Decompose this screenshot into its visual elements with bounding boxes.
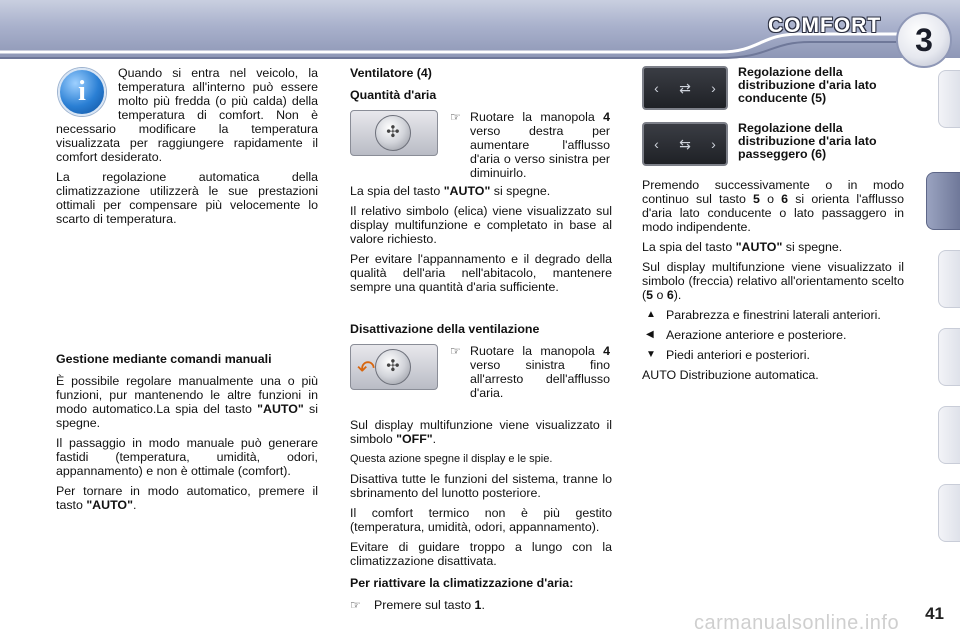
chevron-right-icon: › [711,136,716,152]
passenger-distribution-row [642,122,904,172]
chapter-tab-active[interactable] [926,172,960,230]
fogging-warning-text: Per evitare l'appannamento e il degrado della qualità dell'aria nell'abitacolo, mantenere sempre una quantità d'aria sufficiente. [350,252,612,294]
disable-functions-text: Disattiva tutte le funzioni del sistema, tranne lo sbrinamento del lunotto posteriore. [350,472,612,500]
page-number: 41 [925,604,944,623]
manual-controls-heading: Gestione mediante comandi manuali [56,352,272,366]
auto-regulation-paragraph: La regolazione automatica della climatizzazione utilizzerà le sue prestazioni ottimali per compensare più velocemente lo scarto di temperatura. [56,170,318,226]
chevron-left-icon: ‹ [654,80,659,96]
auto-light-off-text: La spia del tasto "AUTO" si spegne. [642,240,843,254]
auto-light-off-text: La spia del tasto "AUTO" si spegne. [350,184,551,198]
air-quantity-instruction: Ruotare la manopola 4 verso destra per aumentare l'afflusso d'aria o verso sinistra per diminuirlo. [470,110,610,180]
column-middle [350,66,612,612]
fan-knob-illustration [350,110,438,156]
passenger-distribution-button-illustration [642,122,728,166]
fan-heading: Ventilatore (4) [350,66,432,80]
arrow-left-icon: ◀ [646,329,654,340]
chapter-tab[interactable] [938,484,960,542]
column-right [642,66,904,388]
intro-paragraph: Quando si entra nel veicolo, la temperatura all'interno può essere molto più fredda (o più calda) della temperatura di comfort. Non è necessario modificare la temperatura visualizzata per raggiungere rapidamente il comfort desiderato. [56,66,318,164]
off-symbol-text: Sul display multifunzione viene visualizzato il simbolo "OFF". [350,418,612,446]
pointing-hand-icon: ☞ [350,598,361,612]
list-item: ▼ Piedi anteriori e posteriori. [642,348,904,362]
avoid-driving-text: Evitare di guidare troppo a lungo con la climatizzazione disattivata. [350,540,612,568]
arrow-symbol-text: Sul display multifunzione viene visualizzato il simbolo (freccia) relativo all'orientamento scelto (5 o 6). [642,260,904,302]
driver-distribution-row [642,66,904,116]
reactivate-step: ☞ Premere sul tasto 1. [350,598,485,612]
arrow-down-icon: ▼ [646,349,656,360]
manual-paragraph-3: Per tornare in modo automatico, premere il tasto "AUTO". [56,484,318,512]
chapter-tab[interactable] [938,250,960,308]
propeller-symbol-text: Il relativo simbolo (elica) viene visualizzato sul display multifunzione e completato in base al valore richiesto. [350,204,612,246]
chapter-tab[interactable] [938,70,960,128]
disable-knob-step [350,344,612,410]
list-item: ▲ Parabrezza e finestrini laterali anteriori. [642,308,904,322]
column-left [56,66,318,518]
fan-knob-step [350,110,612,180]
display-off-text: Questa azione spegne il display e le spie. [350,453,553,465]
section-title: COMFORT [768,14,882,37]
disable-instruction: Ruotare la manopola 4 verso sinistra fino all'arresto dell'afflusso d'aria. [470,344,610,400]
driver-distribution-button-illustration [642,66,728,110]
chevron-right-icon: › [711,80,716,96]
pointing-hand-icon: ☞ [450,110,461,124]
seat-airflow-icon: ⇄ [679,80,691,96]
driver-distribution-label: Regolazione della distribuzione d'aria lato conducente (5) [738,65,877,105]
arrow-up-icon: ▲ [646,309,656,320]
chapter-tab-strip [928,70,960,570]
reactivate-heading: Per riattivare la climatizzazione d'aria: [350,576,574,590]
comfort-not-managed-text: Il comfort termico non è più gestito (temperatura, umidità, odori, appannamento). [350,506,612,534]
manual-paragraph-1: È possibile regolare manualmente una o più funzioni, pur mantenendo le altre funzioni in modo automatico.La spia del tasto "AUTO" si spegne. [56,374,318,430]
seat-airflow-icon: ⇆ [679,136,691,152]
chapter-tab[interactable] [938,328,960,386]
air-quantity-heading: Quantità d'aria [350,88,437,102]
auto-distribution-text: AUTO Distribuzione automatica. [642,368,819,382]
chevron-left-icon: ‹ [654,136,659,152]
manual-paragraph-2: Il passaggio in modo manuale può generare fastidi (temperatura, umidità, odori, appannamento) e non è ottimale (comfort). [56,436,318,478]
watermark-text: carmanualsonline.info [694,612,900,634]
fan-knob-off-illustration [350,344,438,390]
press-buttons-text: Premendo successivamente o in modo continuo sul tasto 5 o 6 si orienta l'afflusso d'aria lato conducente o lato passaggero in modo indipendente. [642,178,904,234]
disable-ventilation-heading: Disattivazione della ventilazione [350,322,540,336]
chapter-number-badge: 3 [896,12,952,68]
passenger-distribution-label: Regolazione della distribuzione d'aria lato passeggero (6) [738,121,877,161]
fan-icon: ✣ [375,349,411,385]
chapter-tab[interactable] [938,406,960,464]
fan-icon: ✣ [375,115,411,151]
rotate-left-arrow-icon: ↶ [357,356,376,381]
pointing-hand-icon: ☞ [450,344,461,358]
info-icon: i [58,68,106,116]
list-item: ◀ Aerazione anteriore e posteriore. [642,328,904,342]
